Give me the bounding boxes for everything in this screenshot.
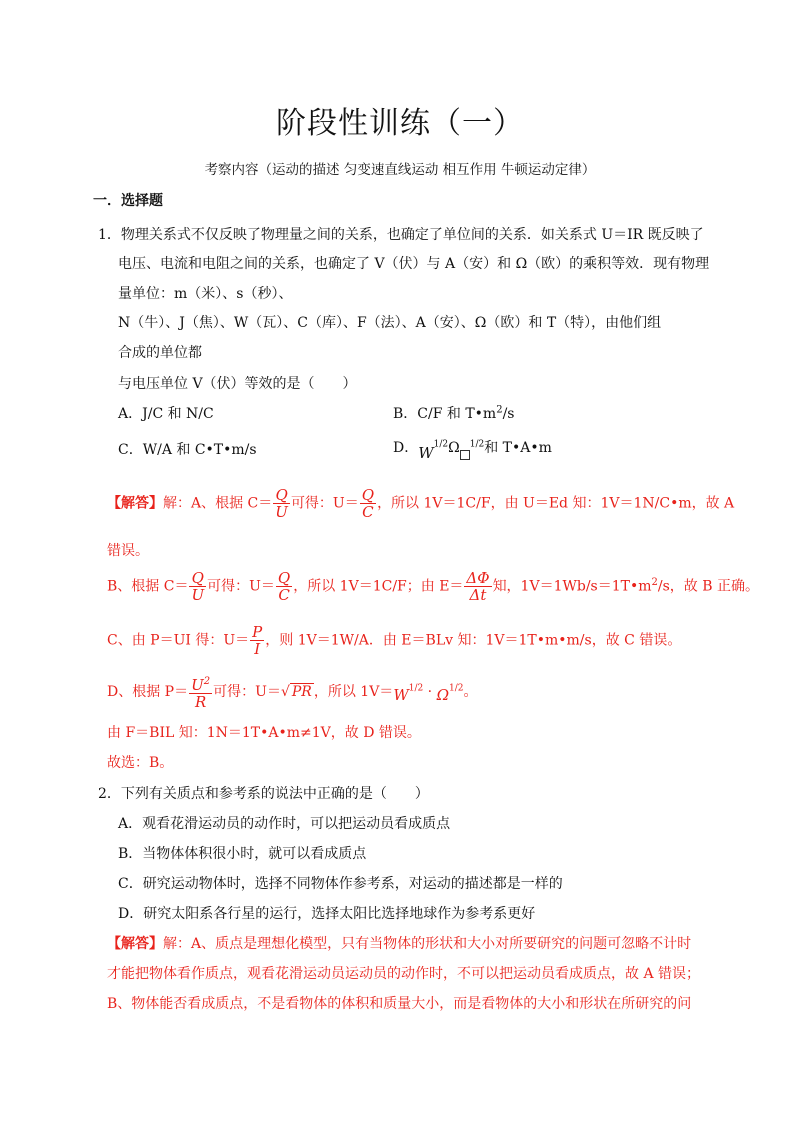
ans1-line-c: C、由 P＝UI 得：U＝ $\frac{P}{I}$ ，则 1V＝1W/A．由 E＝BLv 知：1V＝1T•m•m/s，故 C 错误。: [107, 623, 682, 658]
q2-option-c: C．研究运动物体时，选择不同物体作参考系，对运动的描述都是一样的: [118, 876, 563, 892]
q1-option-c: C．W/A 和 C•T•m/s: [118, 442, 257, 458]
ans2-line-3: B、物体能否看成质点，不是看物体的体积和质量大小，而是看物体的大小和形状在所研究的问: [107, 996, 692, 1012]
q1-option-b: B．C/F 和 $T•m^2/s$: [393, 404, 515, 422]
q1-stem-line-4: N（牛）、J（焦）、W（瓦）、C（库）、F（法）、A（安）、Ω（欧）和 T（特），由他们组: [118, 315, 662, 331]
ans2-line-2: 才能把物体看作质点，观看花滑运动员运动员的动作时，不可以把运动员看成质点，故 A 错误；: [107, 966, 701, 982]
q2-option-d: D．研究太阳系各行星的运行，选择太阳比选择地球作为参考系更好: [118, 906, 536, 922]
q1-stem-line-1: 1．物理关系式不仅反映了物理量之间的关系，也确定了单位间的关系．如关系式 U＝IR 既反映了: [98, 227, 704, 243]
q1-option-a: A．J/C 和 N/C: [118, 406, 214, 422]
page-subtitle: 考察内容（运动的描述 匀变速直线运动 相互作用 牛顿运动定律）: [204, 162, 596, 178]
q1-option-d: D．$W^{1/2}\Omega$ $^{1/2}$和 T•A•m: [393, 439, 552, 462]
ans1-line-a: 【解答】解：A、根据 C＝ $\frac{Q}{U}$ 可得：U＝ $\frac{Q}{C}$ ，所以 1V＝1C/F，由 U＝Ed 知：1V＝1N/C•m，故 A: [107, 486, 735, 521]
page-title: 阶段性训练（一）: [276, 106, 524, 141]
placeholder-box: [460, 450, 470, 460]
q2-option-a: A．观看花滑运动员的动作时，可以把运动员看成质点: [118, 816, 451, 832]
q1-stem-line-6: 与电压单位 V（伏）等效的是（ ）: [118, 376, 357, 392]
q1-stem-line-2: 电压、电流和电阻之间的关系，也确定了 V（伏）与 A（安）和 Ω（欧）的乘积等效．现有物理: [118, 256, 710, 272]
ans1-line-b: B、根据 C＝ $\frac{Q}{U}$ 可得：U＝ $\frac{Q}{C}$ ，所以 1V＝1C/F；由 E＝ $\frac{\Delta\Phi}{\Delta t}$ 知，$1V=1Wb/s=1T•m^2/s$，故 B 正确。: [107, 569, 759, 604]
q1-stem-line-3: 量单位：m（米）、s（秒）、: [118, 286, 293, 302]
ans1-line-a2: 错误。: [107, 543, 149, 559]
ans1-line-f: 由 F＝BIL 知：1N＝1T•A•m≠1V，故 D 错误。: [107, 725, 421, 741]
q2-stem: 2．下列有关质点和参考系的说法中正确的是（ ）: [98, 786, 429, 802]
answer-label: 【解答】: [107, 495, 163, 512]
ans1-line-d: D、根据 P＝ $\frac{U^2}{R}$ 可得：U＝√ PR ，所以 $1V=W^{1/2} \cdot \Omega^{1/2}$。: [107, 676, 478, 711]
q2-option-b: B．当物体体积很小时，就可以看成质点: [118, 846, 367, 862]
q1-stem-line-5: 合成的单位都: [118, 345, 202, 361]
ans2-line-1: 【解答】解：A、质点是理想化模型，只有当物体的形状和大小对所要研究的问题可忽略不计时: [107, 936, 692, 952]
ans1-choice: 故选：B。: [107, 755, 174, 771]
section-heading: 一．选择题: [93, 193, 163, 209]
answer-label: 【解答】: [107, 936, 163, 952]
